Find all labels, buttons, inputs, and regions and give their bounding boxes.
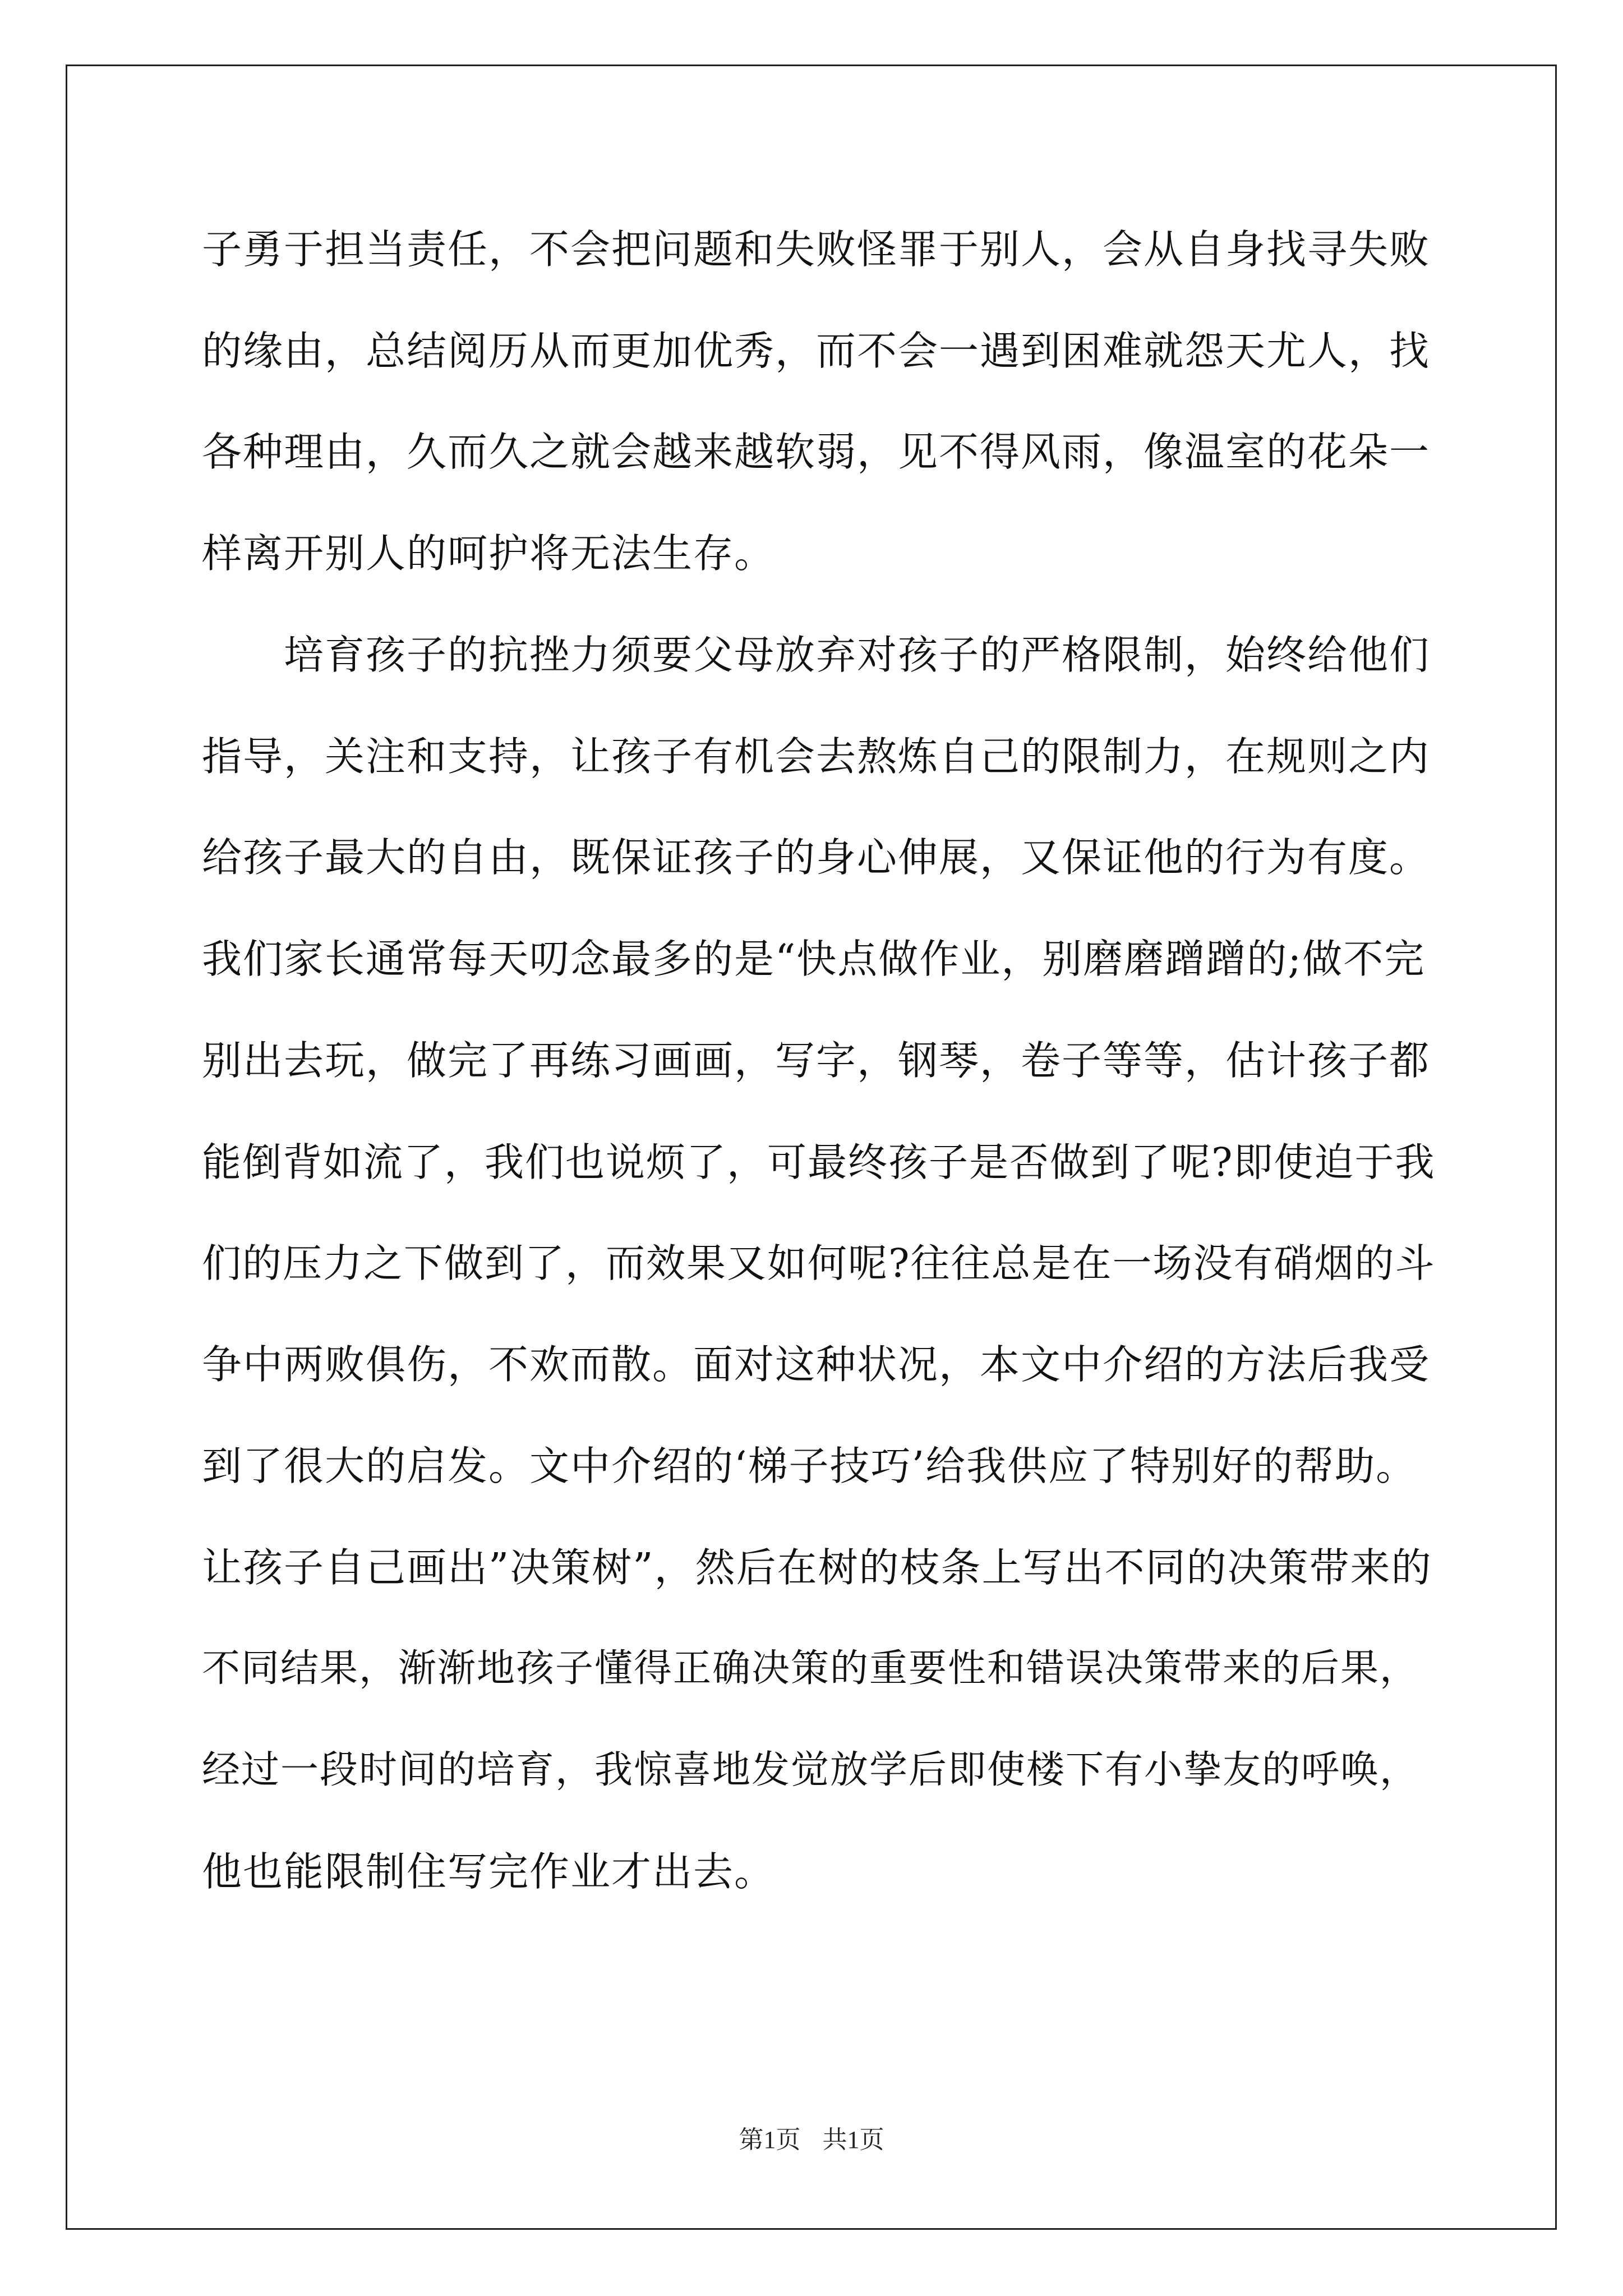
text-line: 培育孩子的抗挫力须要父母放弃对孩子的严格限制，始终给他们 bbox=[202, 632, 1431, 678]
text-line: 到了很大的启发。文中介绍的‘梯子技巧’给我供应了特别好的帮助。 bbox=[202, 1443, 1417, 1489]
text-line: 经过一段时间的培育，我惊喜地发觉放学后即使楼下有小挚友的呼唤， bbox=[202, 1748, 1419, 1792]
text-line: 子勇于担当责任，不会把问题和失败怪罪于别人，会从自身找寻失败 bbox=[202, 226, 1431, 273]
page-number-total: 共1页 bbox=[822, 2126, 884, 2154]
text-line: 他也能限制住写完作业才出去。 bbox=[202, 1848, 776, 1895]
text-line: 争中两败俱伤，不欢而散。面对这种状况，本文中介绍的方法后我受 bbox=[202, 1341, 1431, 1388]
text-line: 让孩子自己画出”决策树”，然后在树的枝条上写出不同的决策带来的 bbox=[202, 1544, 1432, 1591]
text-line: 给孩子最大的自由，既保证孩子的身心伸展，又保证他的行为有度。 bbox=[202, 834, 1431, 881]
text-line: 指导，关注和支持，让孩子有机会去熬炼自己的限制力，在规则之内 bbox=[202, 733, 1431, 780]
text-line: 们的压力之下做到了，而效果又如何呢?往往总是在一场没有硝烟的斗 bbox=[202, 1240, 1436, 1286]
text-line: 样离开别人的呵护将无法生存。 bbox=[202, 530, 776, 577]
page-number-current: 第1页 bbox=[739, 2126, 801, 2154]
text-line: 不同结果，渐渐地孩子懂得正确决策的重要性和错误决策带来的后果， bbox=[202, 1646, 1419, 1691]
text-line: 我们家长通常每天叨念最多的是“快点做作业，别磨磨蹭蹭的;做不完 bbox=[202, 936, 1426, 982]
text-line: 能倒背如流了，我们也说烦了，可最终孩子是否做到了呢?即使迫于我 bbox=[202, 1139, 1436, 1185]
text-line: 的缘由，总结阅历从而更加优秀，而不会一遇到困难就怨天尤人，找 bbox=[202, 328, 1431, 374]
page-footer bbox=[0, 2123, 1623, 2157]
text-line: 别出去玩，做完了再练习画画，写字，钢琴，卷子等等，估计孩子都 bbox=[202, 1037, 1431, 1084]
text-line: 各种理由，久而久之就会越来越软弱，见不得风雨，像温室的花朵一 bbox=[202, 429, 1431, 475]
